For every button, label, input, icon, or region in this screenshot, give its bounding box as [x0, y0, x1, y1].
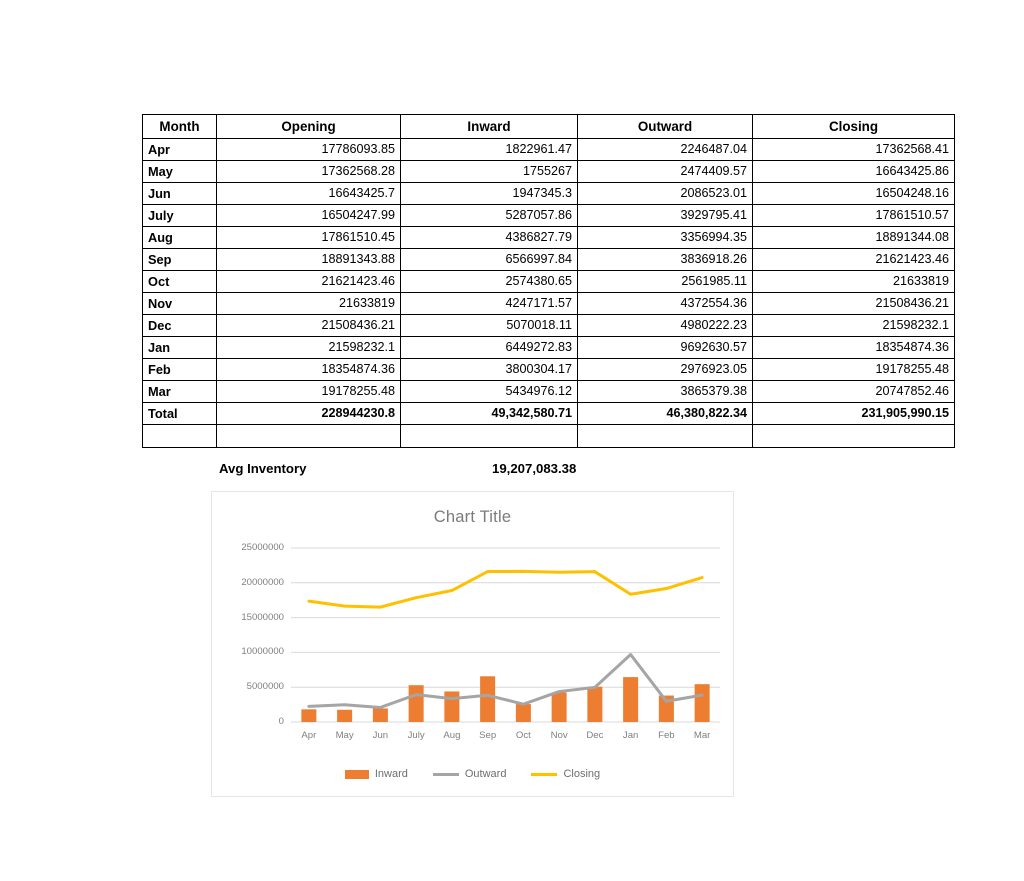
- cell-inward: 5434976.12: [401, 381, 578, 403]
- cell-outward: 2246487.04: [578, 139, 753, 161]
- cell-opening: 17861510.45: [217, 227, 401, 249]
- cell-opening: 18354874.36: [217, 359, 401, 381]
- x-axis-tick-label: Nov: [550, 730, 568, 741]
- cell-outward: 3836918.26: [578, 249, 753, 271]
- cell-outward: 46,380,822.34: [578, 403, 753, 425]
- cell-closing: 19178255.48: [753, 359, 955, 381]
- cell-blank: [578, 425, 753, 448]
- cell-opening: 17786093.85: [217, 139, 401, 161]
- cell-opening: 16643425.7: [217, 183, 401, 205]
- x-axis-tick-label: Jan: [622, 730, 639, 741]
- avg-inventory-label: Avg Inventory: [219, 461, 307, 476]
- y-axis-tick-label: 0: [278, 716, 284, 727]
- table-row: [143, 271, 955, 293]
- cell-inward: 5287057.86: [401, 205, 578, 227]
- cell-closing: 18891344.08: [753, 227, 955, 249]
- cell-closing: 21598232.1: [753, 315, 955, 337]
- legend-label: Closing: [563, 768, 601, 780]
- cell-inward: 3800304.17: [401, 359, 578, 381]
- x-axis-tick-label: Oct: [515, 730, 531, 741]
- cell-blank: [401, 425, 578, 448]
- x-axis-tick-label: Jun: [372, 730, 389, 741]
- chart-line: [309, 571, 702, 607]
- legend-label: Inward: [374, 768, 408, 780]
- column-header-inward: Inward: [401, 115, 578, 139]
- chart-svg: [212, 492, 735, 798]
- column-header-opening: Opening: [217, 115, 401, 139]
- cell-opening: 16504247.99: [217, 205, 401, 227]
- cell-inward: 1755267: [401, 161, 578, 183]
- chart-bar: [373, 708, 388, 722]
- table-row: [143, 359, 955, 381]
- cell-month: Sep: [143, 249, 217, 271]
- cell-month: Apr: [143, 139, 217, 161]
- table-row: [143, 337, 955, 359]
- cell-month: Jan: [143, 337, 217, 359]
- table-row: [143, 403, 955, 425]
- y-axis-tick-label: 25000000: [241, 542, 284, 553]
- y-axis-tick-label: 15000000: [241, 611, 284, 623]
- cell-opening: 21621423.46: [217, 271, 401, 293]
- chart-legend: [212, 768, 733, 780]
- table-row: [143, 315, 955, 337]
- table-row: [143, 205, 955, 227]
- cell-inward: 1822961.47: [401, 139, 578, 161]
- table-row: [143, 139, 955, 161]
- chart-container[interactable]: [211, 491, 734, 797]
- column-header-month: Month: [143, 115, 217, 139]
- column-header-closing: Closing: [753, 115, 955, 139]
- cell-inward: 49,342,580.71: [401, 403, 578, 425]
- y-axis-tick-label: 10000000: [241, 646, 284, 658]
- table-blank-row: [143, 425, 955, 448]
- chart-bar: [695, 684, 710, 722]
- cell-outward: 2086523.01: [578, 183, 753, 205]
- cell-blank: [753, 425, 955, 448]
- x-axis-tick-label: Feb: [658, 730, 675, 741]
- x-axis-tick-label: Dec: [586, 730, 604, 741]
- cell-opening: 21508436.21: [217, 315, 401, 337]
- cell-inward: 5070018.11: [401, 315, 578, 337]
- cell-closing: 20747852.46: [753, 381, 955, 403]
- inventory-table: [142, 114, 955, 448]
- cell-opening: 21633819: [217, 293, 401, 315]
- chart-bar: [587, 687, 602, 722]
- column-header-outward: Outward: [578, 115, 753, 139]
- cell-opening: 19178255.48: [217, 381, 401, 403]
- chart-line: [309, 655, 702, 708]
- cell-inward: 2574380.65: [401, 271, 578, 293]
- cell-closing: 21508436.21: [753, 293, 955, 315]
- x-axis-tick-label: Aug: [443, 730, 461, 741]
- cell-month: Aug: [143, 227, 217, 249]
- chart-bar: [337, 710, 352, 722]
- cell-month: Jun: [143, 183, 217, 205]
- legend-swatch-icon: [345, 770, 369, 779]
- cell-opening: 18891343.88: [217, 249, 401, 271]
- avg-inventory-summary: [219, 461, 639, 476]
- cell-opening: 21598232.1: [217, 337, 401, 359]
- cell-opening: 17362568.28: [217, 161, 401, 183]
- cell-month: Nov: [143, 293, 217, 315]
- chart-bar: [301, 709, 316, 722]
- chart-bar: [552, 692, 567, 722]
- cell-outward: 4372554.36: [578, 293, 753, 315]
- table-body: [143, 139, 955, 448]
- cell-outward: 3356994.35: [578, 227, 753, 249]
- x-axis-tick-label: Mar: [693, 730, 711, 741]
- legend-label: Outward: [464, 768, 507, 780]
- cell-closing: 21621423.46: [753, 249, 955, 271]
- chart-bar: [409, 685, 424, 722]
- cell-outward: 2561985.11: [578, 271, 753, 293]
- cell-outward: 9692630.57: [578, 337, 753, 359]
- cell-month: Total: [143, 403, 217, 425]
- cell-closing: 16504248.16: [753, 183, 955, 205]
- chart-bar: [623, 677, 638, 722]
- chart-bar: [480, 676, 495, 722]
- table-row: [143, 227, 955, 249]
- table-row: [143, 293, 955, 315]
- cell-outward: 2976923.05: [578, 359, 753, 381]
- legend-item-outward[interactable]: [433, 768, 507, 780]
- x-axis-tick-label: Sep: [479, 730, 497, 741]
- legend-swatch-icon: [531, 773, 557, 776]
- avg-inventory-value: 19,207,083.38: [492, 461, 577, 476]
- cell-closing: 231,905,990.15: [753, 403, 955, 425]
- chart-bar: [444, 691, 459, 722]
- x-axis-tick-label: Apr: [301, 730, 317, 741]
- cell-outward: 3929795.41: [578, 205, 753, 227]
- table-row: [143, 381, 955, 403]
- y-axis-tick-label: 5000000: [246, 681, 284, 693]
- cell-inward: 4386827.79: [401, 227, 578, 249]
- cell-outward: 4980222.23: [578, 315, 753, 337]
- table-header-row: [143, 115, 955, 139]
- table-row: [143, 161, 955, 183]
- cell-inward: 6566997.84: [401, 249, 578, 271]
- cell-month: May: [143, 161, 217, 183]
- x-axis-tick-label: July: [407, 730, 425, 741]
- cell-inward: 6449272.83: [401, 337, 578, 359]
- cell-month: Dec: [143, 315, 217, 337]
- cell-month: Oct: [143, 271, 217, 293]
- cell-closing: 16643425.86: [753, 161, 955, 183]
- cell-closing: 17861510.57: [753, 205, 955, 227]
- cell-opening: 228944230.8: [217, 403, 401, 425]
- x-axis-tick-label: May: [335, 730, 354, 741]
- legend-swatch-icon: [433, 773, 459, 776]
- cell-inward: 1947345.3: [401, 183, 578, 205]
- cell-closing: 17362568.41: [753, 139, 955, 161]
- legend-item-closing[interactable]: [531, 768, 600, 780]
- legend-item-inward[interactable]: [345, 768, 408, 780]
- cell-month: Mar: [143, 381, 217, 403]
- chart-plot-area: [212, 492, 735, 798]
- table-row: [143, 249, 955, 271]
- cell-outward: 3865379.38: [578, 381, 753, 403]
- inventory-table-container: [142, 114, 954, 448]
- y-axis-tick-label: 20000000: [241, 576, 284, 588]
- cell-blank: [143, 425, 217, 448]
- cell-closing: 18354874.36: [753, 337, 955, 359]
- chart-bar: [516, 704, 531, 722]
- cell-closing: 21633819: [753, 271, 955, 293]
- chart-title: Chart Title: [433, 508, 512, 526]
- cell-blank: [217, 425, 401, 448]
- cell-month: Feb: [143, 359, 217, 381]
- cell-outward: 2474409.57: [578, 161, 753, 183]
- cell-inward: 4247171.57: [401, 293, 578, 315]
- table-row: [143, 183, 955, 205]
- cell-month: July: [143, 205, 217, 227]
